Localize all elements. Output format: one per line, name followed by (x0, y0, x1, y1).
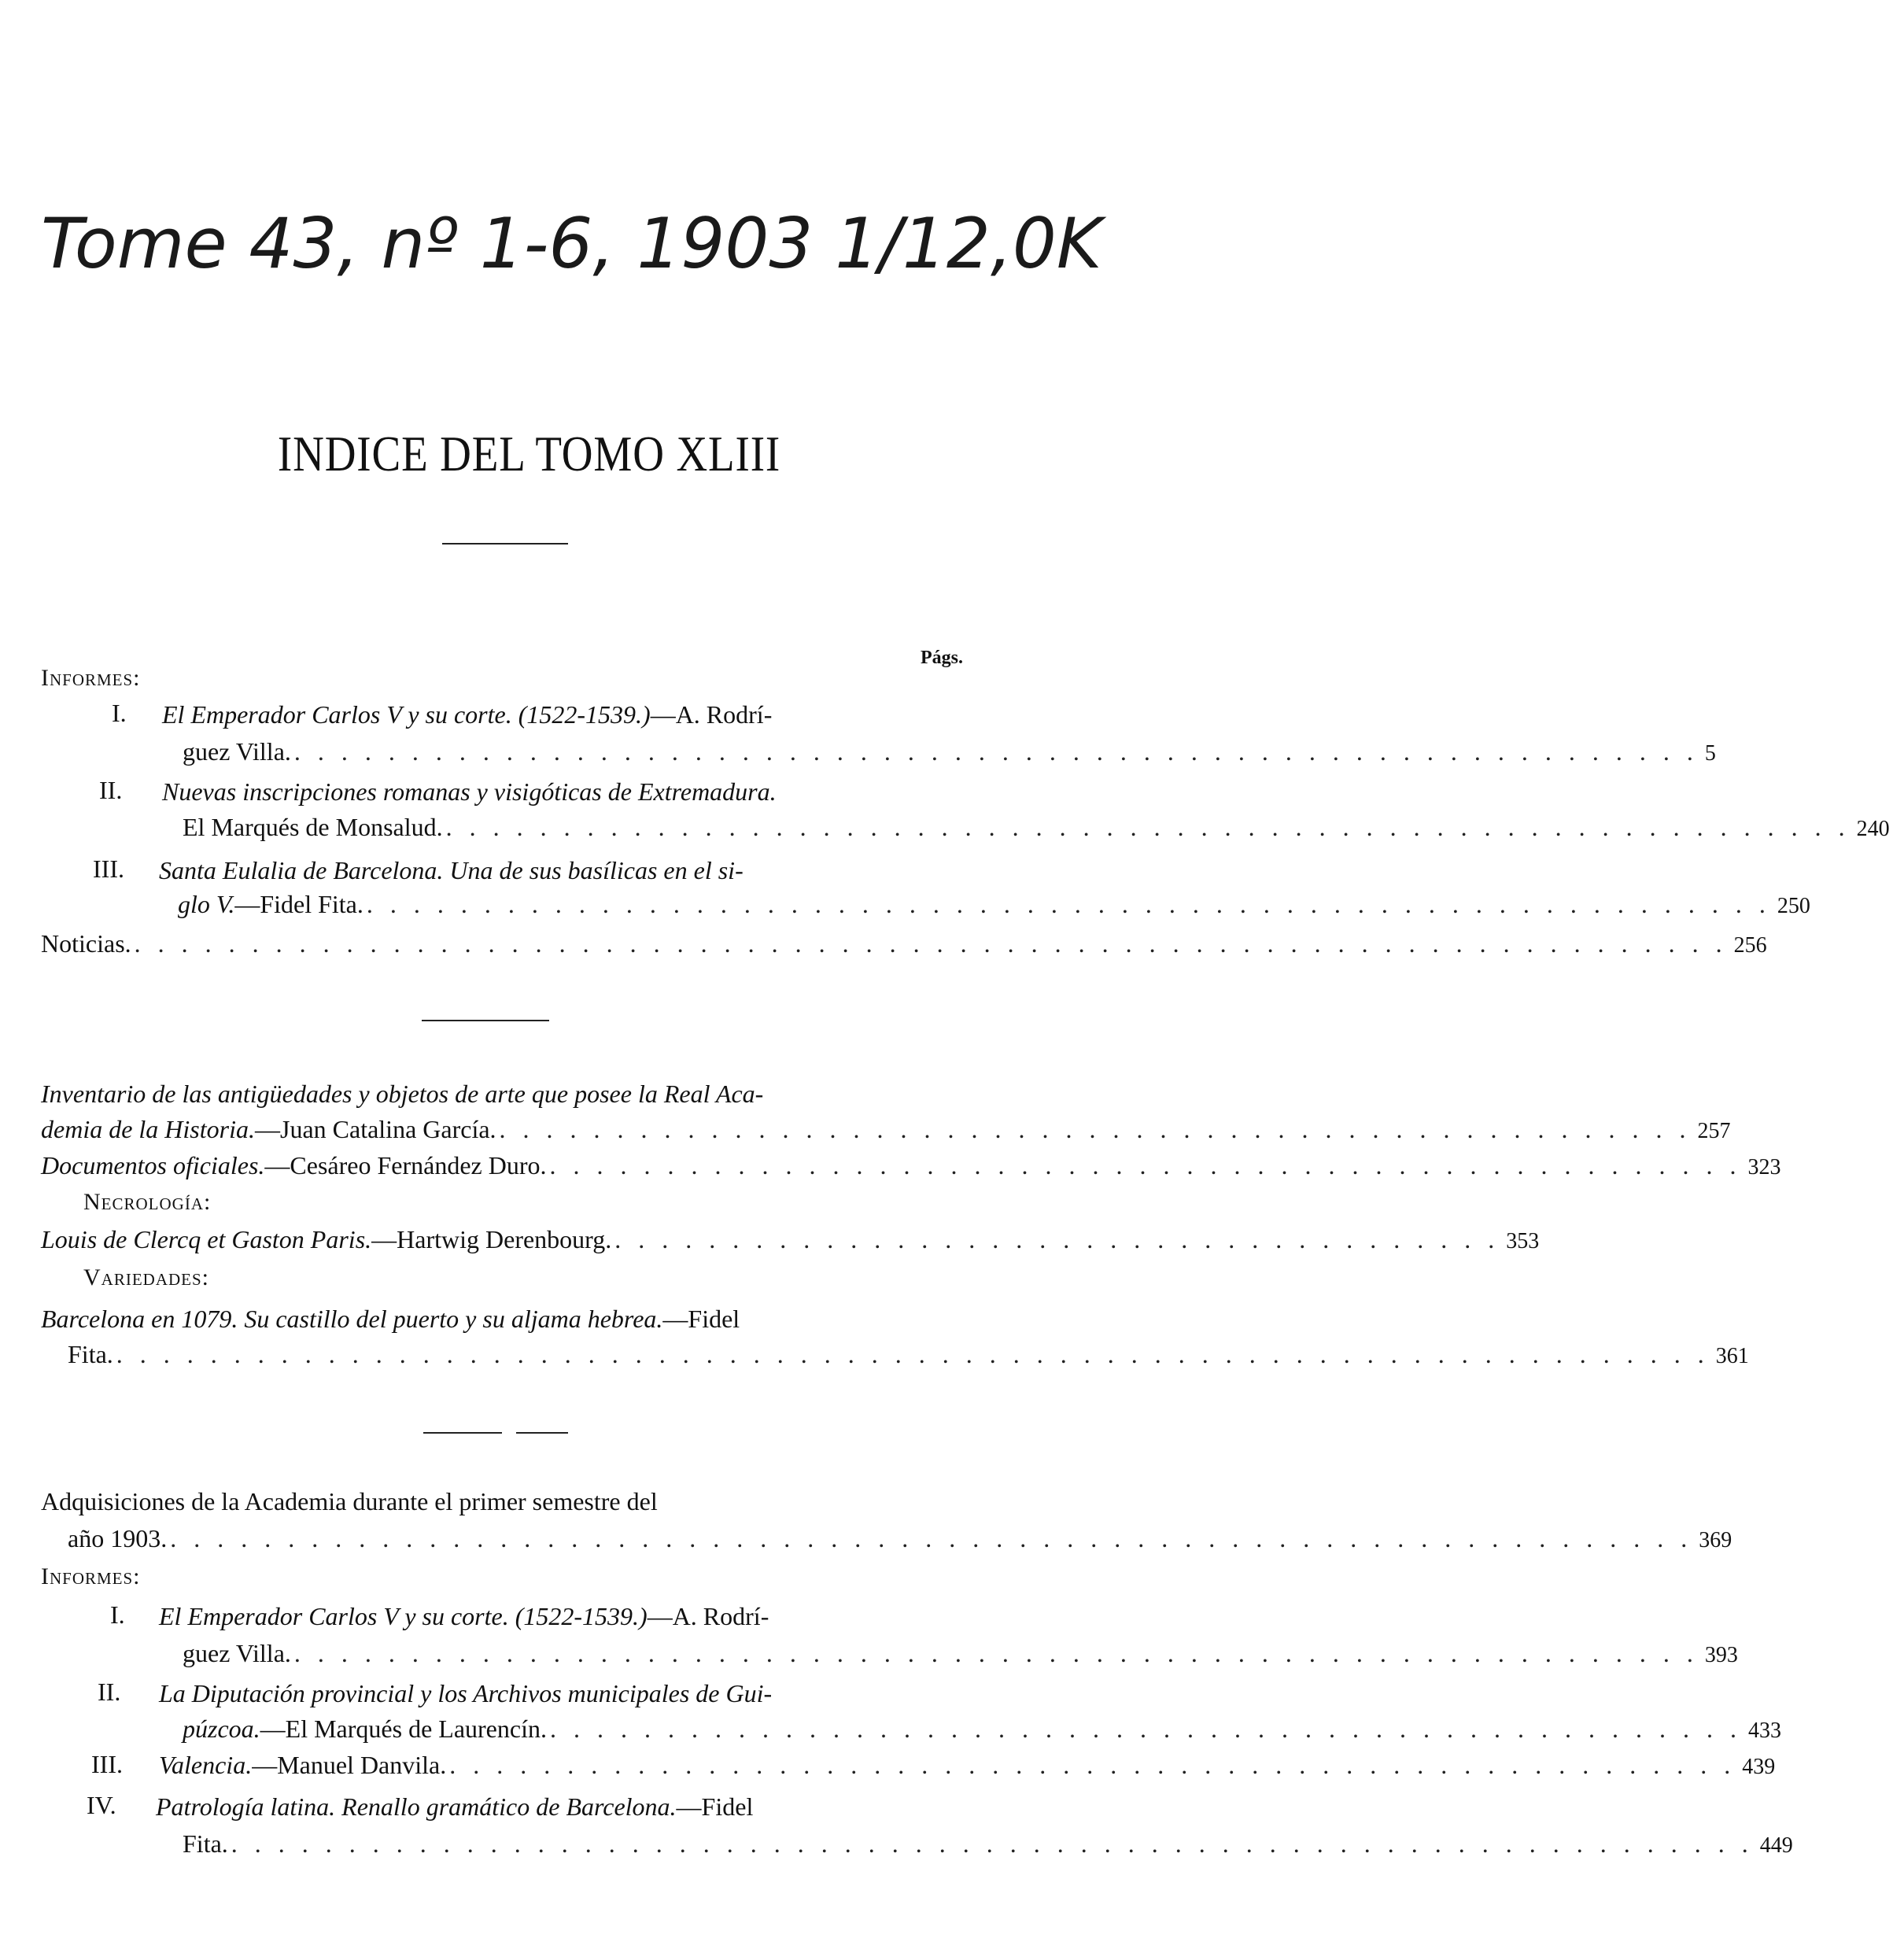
toc-entry-line: Noticias. . . . . . . . . . . . . . . . . . . . . . . . . . . . . . . . . . . . . . . . . . . . . . . . . . . . . . . . . . . . . . . . . . . . . 256 (41, 924, 985, 958)
toc-entry-title: Inventario de las antigüedades y objetos de arte que posee la Real Aca- (41, 1080, 764, 1108)
page-number: 257 (1697, 1119, 1731, 1143)
page-number: 256 (1733, 933, 1767, 958)
page-number: 449 (1759, 1833, 1793, 1858)
page-number: 240 (1856, 817, 1890, 841)
entry-numeral: I. (112, 699, 127, 727)
title-divider (442, 543, 568, 544)
page-number: 353 (1506, 1229, 1540, 1253)
page-title: INDICE DEL TOMO XLIII (277, 426, 781, 482)
section-divider (516, 1432, 568, 1434)
toc-entry-line: Valencia.—Manuel Danvila. . . . . . . . . . . . . . . . . . . . . . . . . . . . . . . . . . . . . . . . . . . . . . . . . . . . . . . . 439 (159, 1745, 985, 1780)
toc-entry-line: guez Villa. . . . . . . . . . . . . . . . . . . . . . . . . . . . . . . . . . . . . . . . . . . . . . . . . . . . . . . . . . . . . 5 (183, 732, 985, 766)
page-number: 393 (1704, 1643, 1738, 1667)
section-heading-variedades: Variedades: (83, 1264, 209, 1290)
toc-entry-title: El Emperador Carlos V y su corte. (1522-1539.)—A. Rodrí- (162, 700, 773, 729)
toc-entry-line: Fita. . . . . . . . . . . . . . . . . . . . . . . . . . . . . . . . . . . . . . . . . . . . . . . . . . . . . . . . . . . . . . . . . . 449 (183, 1824, 985, 1859)
entry-numeral: II. (99, 776, 123, 804)
entry-numeral: III. (93, 855, 124, 883)
pages-column-header: Págs. (921, 648, 963, 668)
section-divider (423, 1432, 502, 1434)
page-number: 439 (1742, 1755, 1776, 1779)
entry-numeral: II. (98, 1678, 121, 1706)
toc-entry-title: El Emperador Carlos V y su corte. (1522-1539.)—A. Rodrí- (159, 1602, 769, 1630)
toc-entry-line: Louis de Clercq et Gaston Paris.—Hartwig Derenbourg. . . . . . . . . . . . . . . . . . . . . . . . . . . . . . . . . . . . . . . 353 (41, 1220, 985, 1254)
entry-numeral: I. (110, 1600, 125, 1629)
section-heading-informes: Informes: (41, 665, 141, 691)
toc-entry-line: Documentos oficiales.—Cesáreo Fernández Duro. . . . . . . . . . . . . . . . . . . . . . . . . . . . . . . . . . . . . . . . . . . . . . . . . . . . 323 (41, 1146, 985, 1180)
handwritten-note (41, 181, 1102, 307)
toc-entry-line: glo V.—Fidel Fita. . . . . . . . . . . . . . . . . . . . . . . . . . . . . . . . . . . . . . . . . . . . . . . . . . . . . . . . . . . . . 250 (178, 884, 985, 919)
toc-entry-line: año 1903. . . . . . . . . . . . . . . . . . . . . . . . . . . . . . . . . . . . . . . . . . . . . . . . . . . . . . . . . . . . . . . . . . 369 (68, 1519, 985, 1553)
toc-entry-line: púzcoa.—El Marqués de Laurencín. . . . . . . . . . . . . . . . . . . . . . . . . . . . . . . . . . . . . . . . . . . . . . . . . . . . 433 (183, 1709, 985, 1744)
page-number: 5 (1704, 741, 1716, 766)
page-number: 433 (1747, 1718, 1781, 1743)
toc-entry-line: demia de la Historia.—Juan Catalina García. . . . . . . . . . . . . . . . . . . . . . . . . . . . . . . . . . . . . . . . . . . . . . . . . . . . 257 (41, 1109, 985, 1144)
section-divider (422, 1020, 549, 1021)
page-number: 323 (1747, 1155, 1781, 1179)
toc-entry-title: Patrología latina. Renallo gramático de Barcelona.—Fidel (156, 1792, 754, 1821)
entry-numeral: IV. (87, 1791, 116, 1819)
toc-entry-line: El Marqués de Monsalud. . . . . . . . . . . . . . . . . . . . . . . . . . . . . . . . . . . . . . . . . . . . . . . . . . . . . . . . . . . . . 240 (183, 807, 985, 842)
section-heading-necrologia: Necrología: (83, 1189, 212, 1215)
page-number: 369 (1699, 1528, 1732, 1552)
toc-entry-title: Adquisiciones de la Academia durante el primer semestre del (41, 1487, 658, 1515)
toc-entry-title: Santa Eulalia de Barcelona. Una de sus basílicas en el si- (159, 856, 744, 884)
toc-entry-line: guez Villa. . . . . . . . . . . . . . . . . . . . . . . . . . . . . . . . . . . . . . . . . . . . . . . . . . . . . . . . . . . . . 393 (183, 1633, 985, 1668)
toc-entry-title: Barcelona en 1079. Su castillo del puerto y su aljama hebrea.—Fidel (41, 1305, 740, 1333)
toc-entry-title: La Diputación provincial y los Archivos municipales de Gui- (159, 1679, 773, 1707)
page-number: 361 (1715, 1344, 1749, 1368)
svg-text:Tome 43, nº 1-6, 1903 1/12: Tome 43, nº 1-6, 1903 1/12,0K (41, 203, 1102, 284)
page-number: 250 (1777, 894, 1810, 918)
toc-entry-line: Fita. . . . . . . . . . . . . . . . . . . . . . . . . . . . . . . . . . . . . . . . . . . . . . . . . . . . . . . . . . . . . . . . . . . . . 361 (68, 1334, 985, 1369)
entry-numeral: III. (91, 1750, 123, 1778)
toc-entry-title: Nuevas inscripciones romanas y visigóticas de Extremadura. (162, 777, 777, 806)
section-heading-informes: Informes: (41, 1563, 141, 1589)
